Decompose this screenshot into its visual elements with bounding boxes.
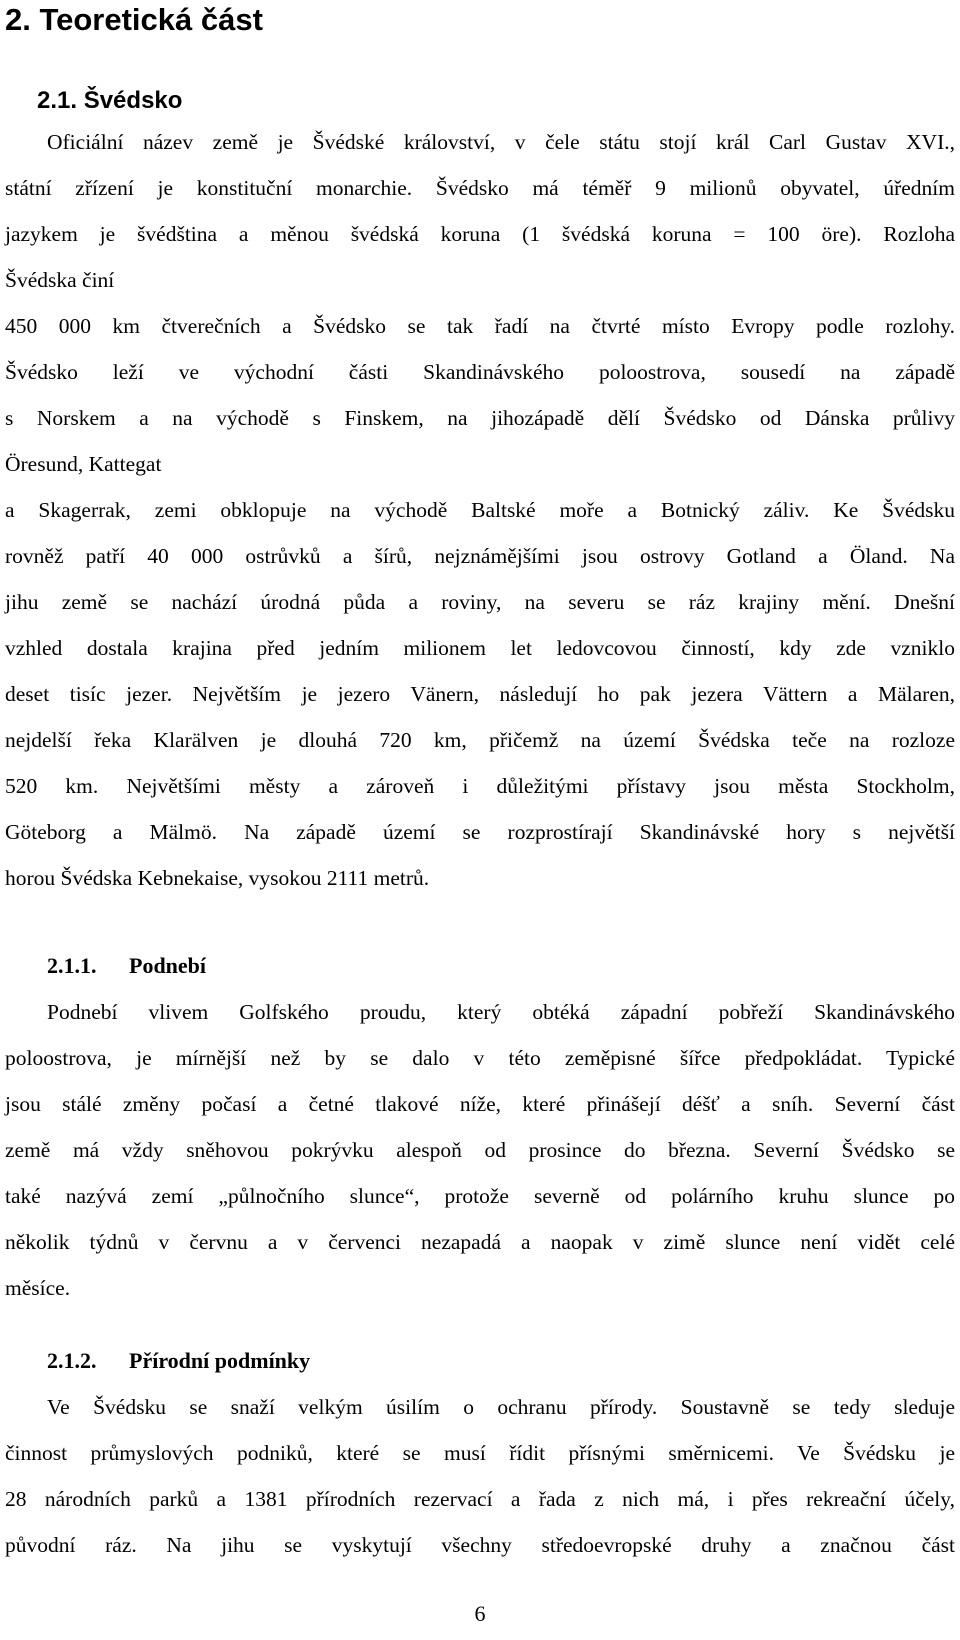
text-line: a Skagerrak, zemi obklopuje na východě Baltské moře a Botnický záliv. Ke Švédsku xyxy=(5,498,955,522)
text-line: Öresund, Kattegat xyxy=(5,452,162,476)
subsection-title: Přírodní podmínky xyxy=(129,1348,311,1373)
text-line: s Norskem a na východě s Finskem, na jihozápadě dělí Švédsko od Dánska průlivy xyxy=(5,406,955,430)
text-line: jsou stálé změny počasí a četné tlakové níže, které přinášejí déšť a sníh. Severní část xyxy=(5,1092,955,1116)
text-line: vzhled dostala krajina před jedním milionem let ledovcovou činností, kdy zde vzniklo xyxy=(5,636,955,660)
text-line: poloostrova, je mírnější než by se dalo v této zeměpisné šířce předpokládat. Typické xyxy=(5,1046,955,1070)
text-line: 520 km. Největšími městy a zároveň i důležitými přístavy jsou města Stockholm, xyxy=(5,774,955,798)
text-line: původní ráz. Na jihu se vyskytují všechny středoevropské druhy a značnou část xyxy=(5,1533,955,1557)
text-line: měsíce. xyxy=(5,1276,71,1300)
section-heading-sweden: 2.1. Švédsko xyxy=(37,87,183,114)
text-line: nejdelší řeka Klarälven je dlouhá 720 km, přičemž na území Švédska teče na rozloze xyxy=(5,728,955,752)
subsection-heading-climate xyxy=(47,951,206,981)
document-page xyxy=(5,0,955,1640)
text-line: rovněž patří 40 000 ostrůvků a šírů, nejznámějšími jsou ostrovy Gotland a Öland. Na xyxy=(5,544,955,568)
text-line: země má vždy sněhovou pokrývku alespoň od prosince do března. Severní Švédsko se xyxy=(5,1138,955,1162)
text-line: také nazývá zemí „půlnočního slunce“, protože severně od polárního kruhu slunce po xyxy=(5,1184,955,1208)
page-number: 6 xyxy=(474,1601,486,1626)
text-line: Oficiální název země je Švédské království, v čele státu stojí král Carl Gustav XVI., xyxy=(47,130,955,154)
text-line: Švédsko leží ve východní části Skandinávského poloostrova, sousedí na západě xyxy=(5,360,955,384)
text-line: činnost průmyslových podniků, které se musí řídit přísnými směrnicemi. Ve Švédsku je xyxy=(5,1441,955,1465)
text-line: státní zřízení je konstituční monarchie. Švédsko má téměř 9 milionů obyvatel, úředním xyxy=(5,176,955,200)
text-line: Švédska činí xyxy=(5,268,115,292)
text-line: 450 000 km čtverečních a Švédsko se tak řadí na čtvrté místo Evropy podle rozlohy. xyxy=(5,314,955,338)
subsection-heading-nature xyxy=(47,1346,310,1376)
text-line: několik týdnů v červnu a v červenci nezapadá a naopak v zimě slunce není vidět celé xyxy=(5,1230,955,1254)
chapter-heading: 2. Teoretická část xyxy=(5,2,263,37)
text-line: Ve Švédsku se snaží velkým úsilím o ochranu přírody. Soustavně se tedy sleduje xyxy=(47,1395,955,1419)
subsection-number: 2.1.2. xyxy=(47,1348,97,1373)
text-line: jihu země se nachází úrodná půda a roviny, na severu se ráz krajiny mění. Dnešní xyxy=(5,590,955,614)
subsection-title: Podnebí xyxy=(129,953,207,978)
text-line: jazykem je švédština a měnou švédská koruna (1 švédská koruna = 100 öre). Rozloha xyxy=(5,222,955,246)
text-line: 28 národních parků a 1381 přírodních rezervací a řada z nich má, i přes rekreační účely, xyxy=(5,1487,955,1511)
subsection-number: 2.1.1. xyxy=(47,953,97,978)
text-line: horou Švédska Kebnekaise, vysokou 2111 metrů. xyxy=(5,866,430,890)
text-line: Göteborg a Mälmö. Na západě území se rozprostírají Skandinávské hory s největší xyxy=(5,820,955,844)
text-line: deset tisíc jezer. Největším je jezero Vänern, následují ho pak jezera Vättern a Mälaren, xyxy=(5,682,955,706)
text-line: Podnebí vlivem Golfského proudu, který obtéká západní pobřeží Skandinávského xyxy=(47,1000,955,1024)
